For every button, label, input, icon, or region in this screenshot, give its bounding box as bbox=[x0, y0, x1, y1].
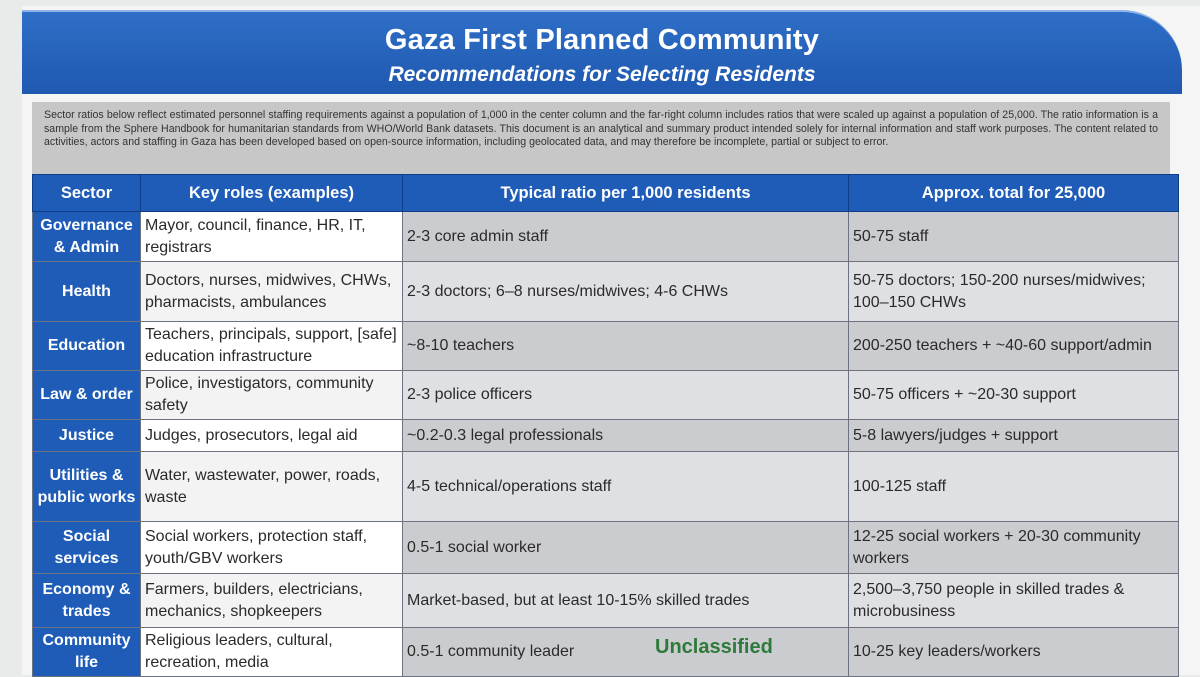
sector-cell: Governance & Admin bbox=[33, 212, 141, 262]
table-row bbox=[33, 371, 1179, 420]
roles-cell: Teachers, principals, support, [safe] education infrastructure bbox=[141, 322, 403, 371]
roles-cell: Police, investigators, community safety bbox=[141, 371, 403, 420]
header-total: Approx. total for 25,000 bbox=[849, 175, 1179, 212]
sector-cell: Justice bbox=[33, 420, 141, 452]
sector-cell: Utilities & public works bbox=[33, 452, 141, 522]
total-cell: 12-25 social workers + 20-30 community workers bbox=[849, 522, 1179, 574]
roles-cell: Mayor, council, finance, HR, IT, registrars bbox=[141, 212, 403, 262]
header-key-roles: Key roles (examples) bbox=[141, 175, 403, 212]
total-cell: 100-125 staff bbox=[849, 452, 1179, 522]
ratio-cell: 4-5 technical/operations staff bbox=[403, 452, 849, 522]
staffing-table bbox=[32, 174, 1179, 677]
ratio-cell: 0.5-1 community leader bbox=[403, 628, 849, 677]
page-title: Gaza First Planned Community bbox=[384, 24, 820, 56]
roles-cell: Farmers, builders, electricians, mechanics, shopkeepers bbox=[141, 574, 403, 628]
ratio-cell: 2-3 core admin staff bbox=[403, 212, 849, 262]
total-cell: 200-250 teachers + ~40-60 support/admin bbox=[849, 322, 1179, 371]
total-cell: 50-75 staff bbox=[849, 212, 1179, 262]
total-cell: 10-25 key leaders/workers bbox=[849, 628, 1179, 677]
table-row bbox=[33, 452, 1179, 522]
sector-cell: Social services bbox=[33, 522, 141, 574]
roles-cell: Social workers, protection staff, youth/GBV workers bbox=[141, 522, 403, 574]
total-cell: 50-75 officers + ~20-30 support bbox=[849, 371, 1179, 420]
ratio-cell: ~0.2-0.3 legal professionals bbox=[403, 420, 849, 452]
roles-cell: Doctors, nurses, midwives, CHWs, pharmacists, ambulances bbox=[141, 262, 403, 322]
table-row bbox=[33, 322, 1179, 371]
ratio-cell: 0.5-1 social worker bbox=[403, 522, 849, 574]
page-subtitle: Recommendations for Selecting Residents bbox=[388, 63, 816, 86]
roles-cell: Water, wastewater, power, roads, waste bbox=[141, 452, 403, 522]
total-cell: 50-75 doctors; 150-200 nurses/midwives; 100–150 CHWs bbox=[849, 262, 1179, 322]
table-row bbox=[33, 522, 1179, 574]
table-row bbox=[33, 212, 1179, 262]
ratio-cell: 2-3 doctors; 6–8 nurses/midwives; 4-6 CHWs bbox=[403, 262, 849, 322]
sector-cell: Economy & trades bbox=[33, 574, 141, 628]
sector-cell: Health bbox=[33, 262, 141, 322]
ratio-cell: ~8-10 teachers bbox=[403, 322, 849, 371]
table-row bbox=[33, 420, 1179, 452]
roles-cell: Judges, prosecutors, legal aid bbox=[141, 420, 403, 452]
table-row bbox=[33, 574, 1179, 628]
disclaimer-note: Sector ratios below reflect estimated personnel staffing requirements against a population of 1,000 in the center column and the far-right column includes ratios that were scaled up against a population of 25,000. The ratio information is a sample from the Sphere Handbook for humanitarian standards from WHO/World Bank datasets. This document is an analytical and summary product intended solely for internal information and staff work purposes. The content related to activities, actors and staffing in Gaza has been developed based on open-source information, including geolocated data, and may therefore be incomplete, partial or subject to error. bbox=[32, 102, 1170, 174]
table-row bbox=[33, 262, 1179, 322]
roles-cell: Religious leaders, cultural, recreation, media bbox=[141, 628, 403, 677]
ratio-cell: 2-3 police officers bbox=[403, 371, 849, 420]
sector-cell: Education bbox=[33, 322, 141, 371]
table-row bbox=[33, 628, 1179, 677]
header-ratio: Typical ratio per 1,000 residents bbox=[403, 175, 849, 212]
total-cell: 2,500–3,750 people in skilled trades & microbusiness bbox=[849, 574, 1179, 628]
header-sector: Sector bbox=[33, 175, 141, 212]
sector-cell: Law & order bbox=[33, 371, 141, 420]
table-header-row bbox=[33, 175, 1179, 212]
sector-cell: Community life bbox=[33, 628, 141, 677]
title-banner bbox=[22, 10, 1182, 94]
total-cell: 5-8 lawyers/judges + support bbox=[849, 420, 1179, 452]
classification-marking: Unclassified bbox=[655, 636, 773, 658]
ratio-cell: Market-based, but at least 10-15% skilled trades bbox=[403, 574, 849, 628]
